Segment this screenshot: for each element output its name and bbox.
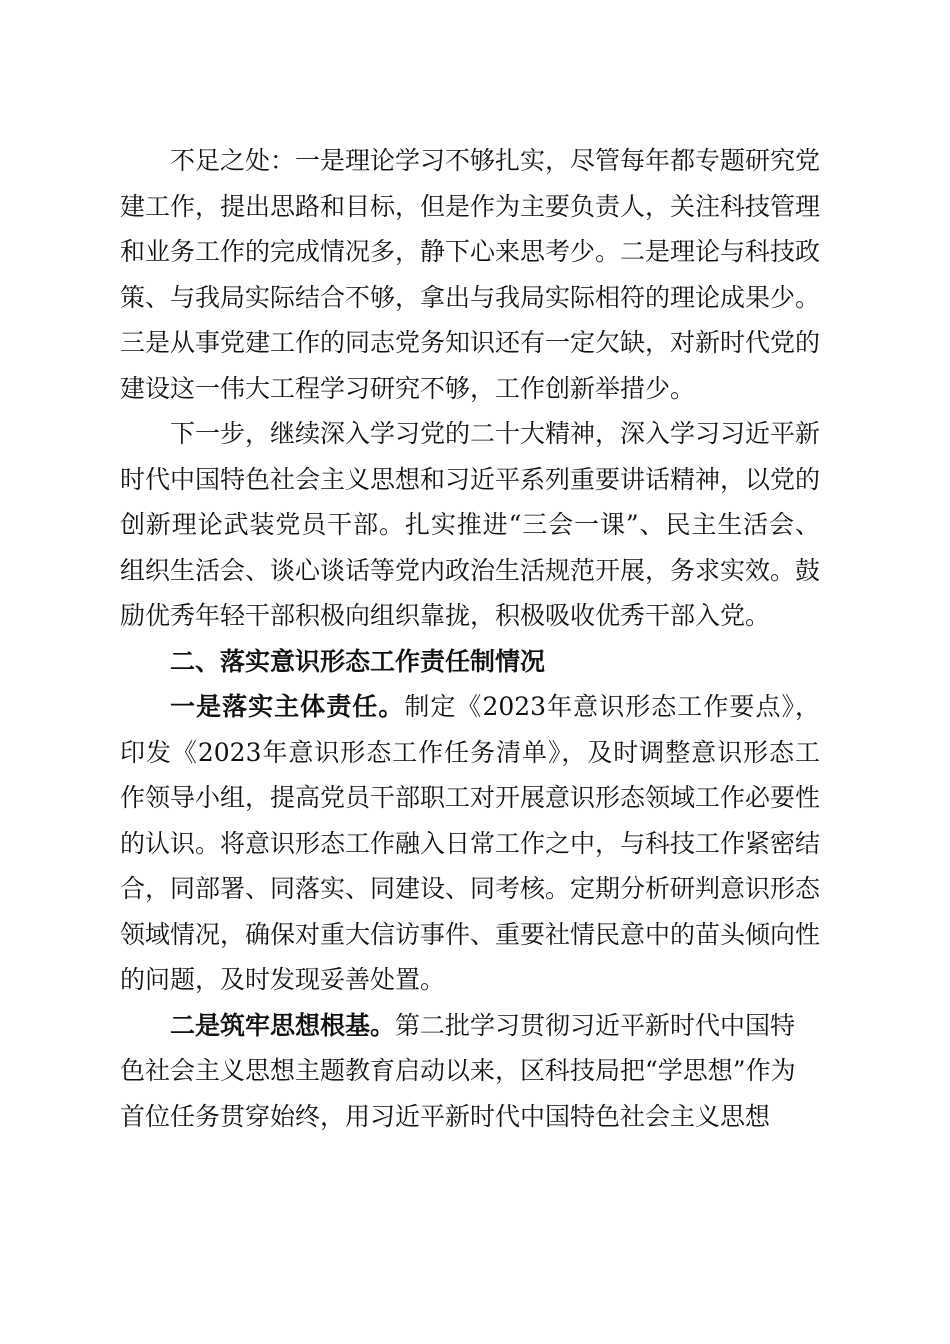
item-one-lead: 一是落实主体责任。 bbox=[170, 692, 405, 721]
item-one-text: 制定《2023年意识形态工作要点》，印发《2023年意识形态工作任务清单》，及时调整意识形态工作领导小组，提高党员干部职工对开展意识形态领域工作必要性的认识。将意识形态工作融入日常工作之中，与科技工作紧密结合，同部署、同落实、同建设、同考核。定期分析研判意识形态领域情况，确保对重大信访事件、重要社情民意中的苗头倾向性的问题，及时发现妥善处置。 bbox=[120, 692, 821, 994]
item-two-lead: 二是筑牢思想根基。 bbox=[170, 1010, 396, 1040]
item-two-text: 第二批学习贯彻习近平新时代中国特色社会主义思想主题教育启动以来，区科技局把“学思想”作为首位任务贯穿始终，用习近平新时代中国特色社会主义思想 bbox=[120, 1010, 796, 1131]
paragraph-next-steps: 下一步，继续深入学习党的二十大精神，深入学习习近平新时代中国特色社会主义思想和习近平系列重要讲话精神，以党的创新理论武装党员干部。扎实推进“三会一课”、民主生活会、组织生活会、谈心谈话等党内政治生活规范开展，务求实效。鼓励优秀年轻干部积极向组织靠拢，积极吸收优秀干部入党。 bbox=[120, 419, 821, 630]
document-page bbox=[120, 138, 820, 1139]
paragraph-item-two bbox=[120, 1003, 820, 1140]
paragraph-shortcomings: 不足之处：一是理论学习不够扎实，尽管每年都专题研究党建工作，提出思路和目标，但是作为主要负责人，关注科技管理和业务工作的完成情况多，静下心来思考少。二是理论与科技政策、与我局实际结合不够，拿出与我局实际相符的理论成果少。三是从事党建工作的同志党务知识还有一定欠缺，对新时代党的建设这一伟大工程学习研究不够，工作创新举措少。 bbox=[120, 146, 821, 403]
paragraph-item-one bbox=[120, 684, 820, 1003]
section-heading: 二、落实意识形态工作责任制情况 bbox=[170, 646, 546, 676]
